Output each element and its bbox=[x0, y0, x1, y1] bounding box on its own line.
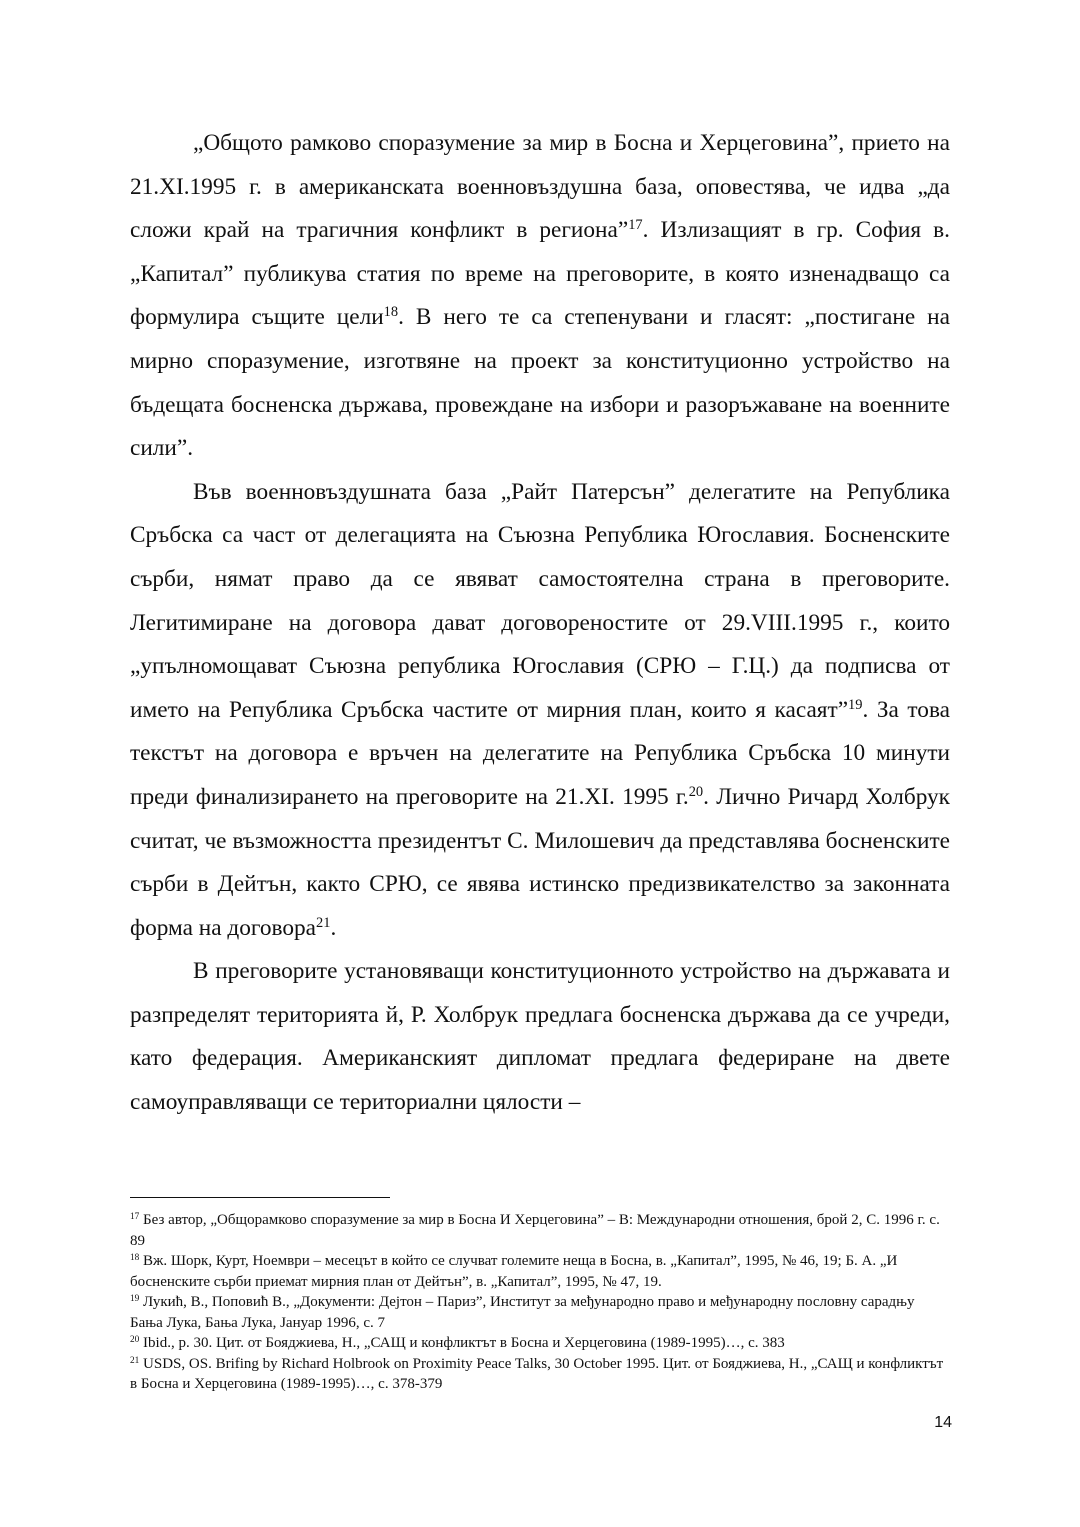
footnote-number: 17 bbox=[130, 1211, 140, 1222]
footnote-text: Ibid., p. 30. Цит. от Бояджиева, Н., „САЩ и конфликтът в Босна и Херцеговина (1989-1995)…, с. 383 bbox=[139, 1335, 785, 1351]
footnote-reference[interactable]: 17 bbox=[628, 217, 643, 234]
paragraph-text: . В него те са степенувани и гласят: „постигане на мирно споразумение, изготвяне на проект за конституционно устройство на бъдещата босненска държава, провеждане на избори и разоръжаване на военните сили”. bbox=[130, 304, 950, 462]
footnote bbox=[130, 1354, 950, 1395]
footnotes bbox=[130, 1210, 950, 1395]
footnote-reference[interactable]: 21 bbox=[316, 914, 331, 931]
footnote-reference[interactable]: 20 bbox=[688, 783, 704, 800]
paragraph bbox=[130, 122, 950, 471]
footnote-number: 19 bbox=[130, 1293, 140, 1304]
paragraph-text: Във военновъздушната база „Райт Патерсън” делегатите на Република Сръбска са част от делегацията на Съюзна Република Югославия. Босненските сърби, нямат право да се явяват самостоятелна страна в преговорите. Легитимиране на договора дават договореностите от 29.VIII.1995 г., които „упълномощават Съюзна република Югославия (СРЮ – Г.Ц.) да подписва от името на Република Сръбска частите от мирния план, които я касаят” bbox=[130, 478, 950, 723]
footnote-text: Без автор, „Общорамково споразумение за мир в Босна И Херцеговина” – В: Международни отношения, брой 2, С. 1996 г. с. 89 bbox=[130, 1212, 940, 1249]
body-text bbox=[130, 122, 950, 1125]
paragraph-text: „Общото рамково споразумение за мир в Босна и Херцеговина”, прието на 21.XI.1995 г. в американската военновъздушна база, оповестява, че идва „да сложи край на трагичния конфликт в региона” bbox=[130, 130, 950, 244]
footnote-separator bbox=[130, 1197, 390, 1198]
footnote bbox=[130, 1251, 950, 1292]
footnote-reference[interactable]: 19 bbox=[848, 696, 863, 713]
footnote-number: 18 bbox=[130, 1252, 140, 1263]
footnote bbox=[130, 1333, 950, 1354]
paragraph-text: . За това текстът на договора е връчен на делегатите на Република Сръбска 10 минути преди финализирането на преговорите на 21.XI. 1995 г. bbox=[130, 696, 950, 810]
paragraph-text: . Излизащият в гр. София в. „Капитал” публикува статия по време на преговорите, в която изненадващо са формулира същите цели bbox=[130, 217, 950, 331]
footnote-text: Лукић, В., Поповић В., „Документи: Дејтон – Париз”, Институт за међународно право и међународну пословну сарадњу Бања Лука, Бања Лука, Јануар 1996, с. 7 bbox=[130, 1294, 915, 1331]
footnote-number: 20 bbox=[130, 1334, 140, 1345]
paragraph bbox=[130, 471, 950, 951]
paragraph bbox=[130, 950, 950, 1124]
footnote-number: 21 bbox=[130, 1355, 140, 1366]
footnote-text: Вж. Шорк, Курт, Ноември – месецът в който се случват големите неща в Босна, в. „Капитал”, 1995, № 46, 19; Б. А. „И босненските сърби приемат мирния план от Дейтън”, в. „Капитал”, 1995, № 47, 19. bbox=[130, 1253, 898, 1290]
footnote bbox=[130, 1292, 950, 1333]
footnote bbox=[130, 1210, 950, 1251]
paragraph-text: . Лично Ричард Холбрук считат, че възможността президентът С. Милошевич да представлява босненските сърби в Дейтън, както СРЮ, се явява истинско предизвикателство за законната форма на договора bbox=[130, 783, 951, 941]
page-number: 14 bbox=[934, 1414, 952, 1431]
paragraph-text: . bbox=[330, 914, 337, 941]
paragraph-text: В преговорите установяващи конституционното устройство на държавата и разпределят територията й, Р. Холбрук предлага босненска държава да се учреди, като федерация. Американският дипломат предлага федериране на двете самоуправляващи се териториални цялости – bbox=[130, 958, 950, 1116]
footnote-reference[interactable]: 18 bbox=[383, 304, 399, 321]
footnote-text: USDS, OS. Brifing by Richard Holbrook on Proximity Peace Talks, 30 October 1995. Цит. от Бояджиева, Н., „САЩ и конфликтът в Босна и Херцеговина (1989-1995)…, с. 378-379 bbox=[130, 1355, 944, 1392]
